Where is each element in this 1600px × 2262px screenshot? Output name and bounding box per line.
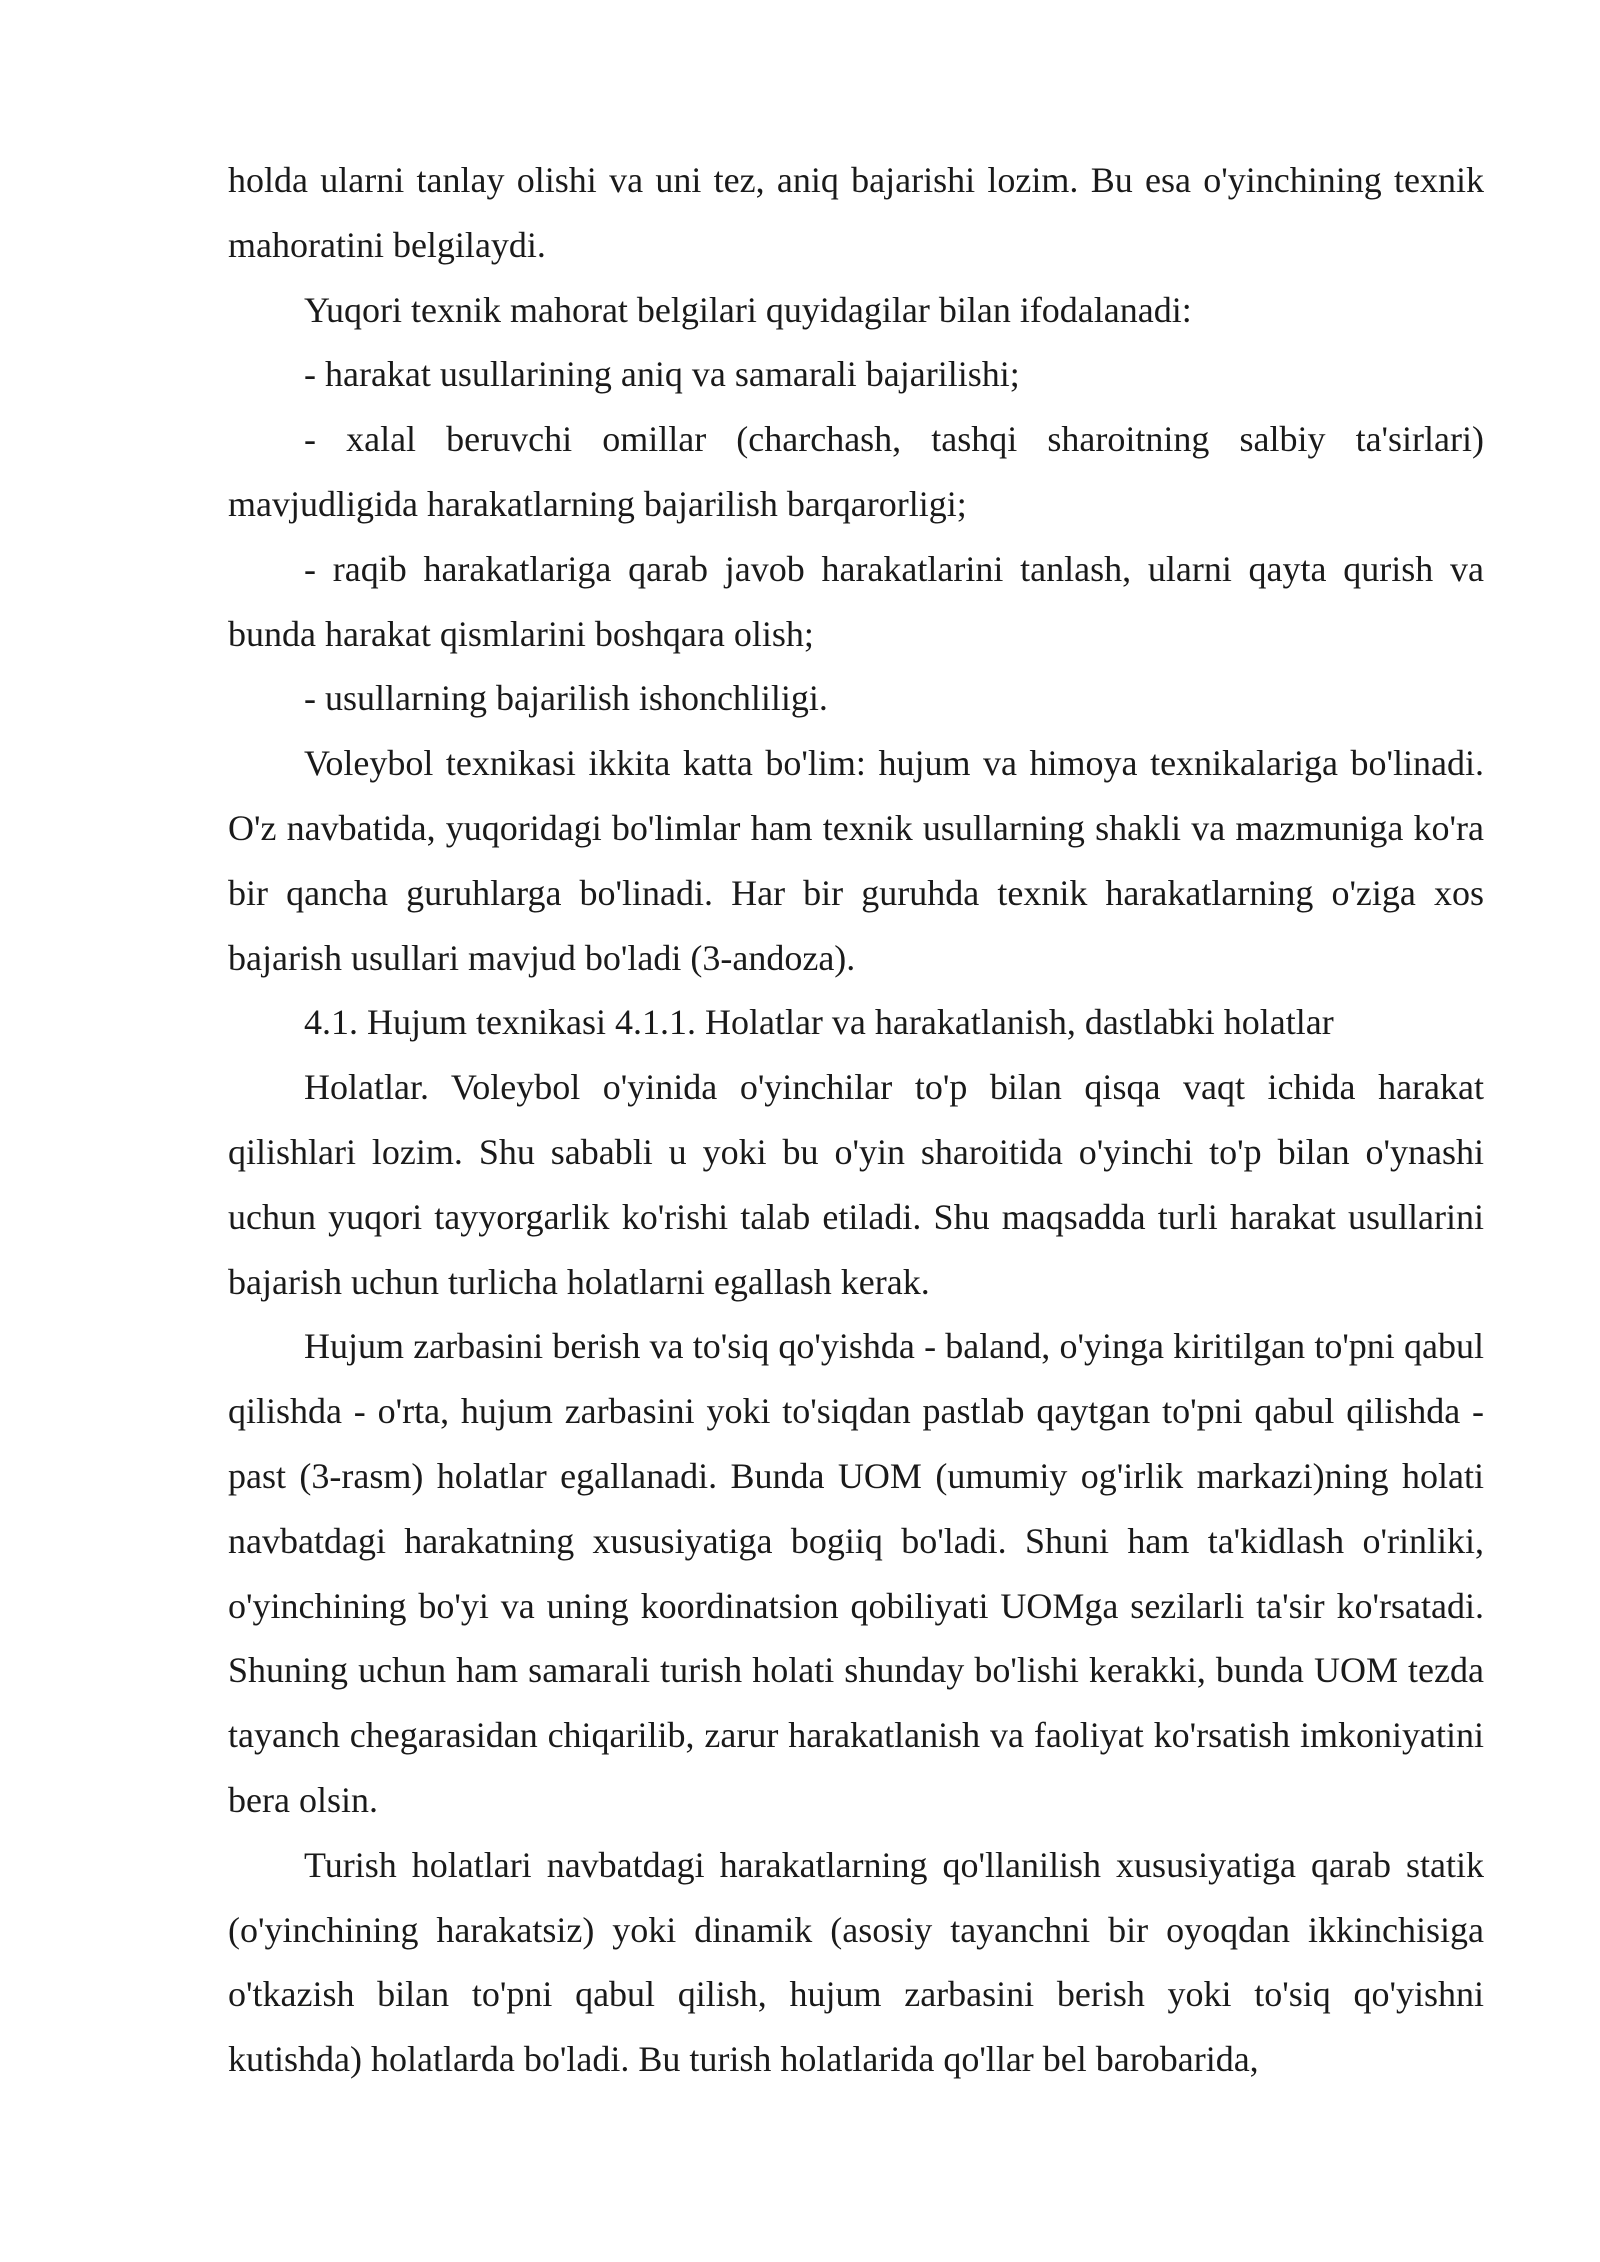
list-item-reliability: - usullarning bajarilish ishonchliligi. bbox=[304, 678, 828, 719]
section-heading: 4.1. Hujum texnikasi 4.1.1. Holatlar va harakatlanish, dastlabki holatlar bbox=[304, 1002, 1334, 1043]
paragraph-stance-levels: Hujum zarbasini berish va to'siq qo'yishda - baland, o'yinga kiritilgan to'pni qabul qilishda - o'rta, hujum zarbasini yoki to'siqdan pastlab qaytgan to'pni qabul qilishda - past (3-rasm) holatlar egallanadi. Bunda UOM (umumiy og'irlik markazi)ning holati navbatdagi harakatning xususiyatiga bogiiq bo'ladi. Shuni ham ta'kidlash o'rinliki, o'yinchining bo'yi va uning koordinatsion qobiliyati UOMga sezilarli ta'sir ko'rsatadi. Shuning uchun ham samarali turish holati shunday bo'lishi kerakki, bunda UOM tezda tayanch chegarasidan chiqarilib, zarur harakatlanish va faoliyat ko'rsatish imkoniyatini bera olsin. bbox=[228, 1326, 1484, 1820]
list-item-response: - raqib harakatlariga qarab javob harakatlarini tanlash, ularni qayta qurish va bunda harakat qismlarini boshqara olish; bbox=[228, 548, 1484, 654]
paragraph-criteria-intro: Yuqori texnik mahorat belgilari quyidagilar bilan ifodalanadi: bbox=[304, 289, 1192, 330]
paragraph-technique-sections: Voleybol texnikasi ikkita katta bo'lim: hujum va himoya texnikalariga bo'linadi. O'z navbatida, yuqoridagi bo'limlar ham texnik usullarning shakli va mazmuniga ko'ra bir qancha guruhlarga bo'linadi. Har bir guruhda texnik harakatlarning o'ziga xos bajarish usullari mavjud bo'ladi (3-andoza). bbox=[228, 743, 1484, 978]
list-item-accuracy: - harakat usullarining aniq va samarali bajarilishi; bbox=[304, 354, 1020, 395]
document-body bbox=[228, 148, 1484, 2092]
paragraph-stance-types: Turish holatlari navbatdagi harakatlarning qo'llanilish xususiyatiga qarab statik (o'yinchining harakatsiz) yoki dinamik (asosiy tayanchni bir oyoqdan ikkinchisiga o'tkazish bilan to'pni qabul qilish, hujum zarbasini berish yoki to'siq qo'yishni kutishda) holatlarda bo'ladi. Bu turish holatlarida qo'llar bel barobarida, bbox=[228, 1844, 1484, 2080]
paragraph-stances: Holatlar. Voleybol o'yinida o'yinchilar to'p bilan qisqa vaqt ichida harakat qilishlari lozim. Shu sababli u yoki bu o'yin sharoitida o'yinchi to'p bilan o'ynashi uchun yuqori tayyorgarlik ko'rishi talab etiladi. Shu maqsadda turli harakat usullarini bajarish uchun turlicha holatlarni egallash kerak. bbox=[228, 1067, 1484, 1302]
paragraph-continuation: holda ularni tanlay olishi va uni tez, aniq bajarishi lozim. Bu esa o'yinchining texnik mahoratini belgilaydi. bbox=[228, 160, 1484, 265]
list-item-stability: - xalal beruvchi omillar (charchash, tashqi sharoitning salbiy ta'sirlari) mavjudligida harakatlarning bajarilish barqarorligi; bbox=[228, 419, 1484, 524]
